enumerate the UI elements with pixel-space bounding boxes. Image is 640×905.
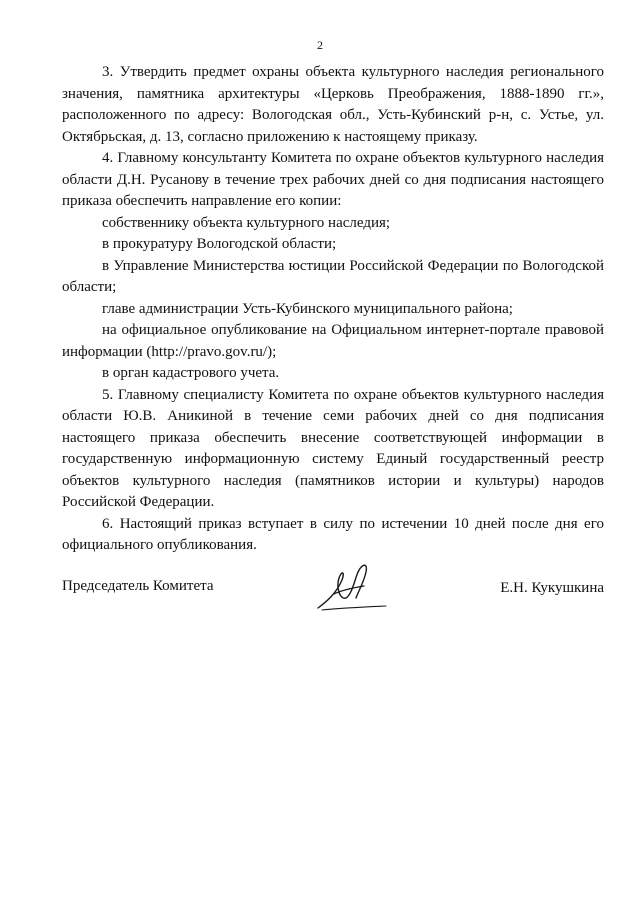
recipient-publication: на официальное опубликование на Официальном интернет-портале правовой информации (http://pravo.gov.ru/); xyxy=(62,322,604,360)
recipient-prosecutor: в прокуратуру Вологодской области; xyxy=(102,236,337,252)
signatory-name: Е.Н. Кукушкина xyxy=(500,580,604,596)
signature-block xyxy=(62,566,604,616)
paragraph-item-5: 5. Главному специалисту Комитета по охране объектов культурного наследия области Ю.В. Аникиной в течение семи рабочих дней со дня подписания настоящего приказа обеспечить внесение соответствующей информации в государственную информационную систему Единый государственный реестр объектов культурного наследия (памятников истории и культуры) народов Российской Федерации. xyxy=(62,386,604,510)
handwritten-signature xyxy=(312,558,392,616)
paragraph-item-4: 4. Главному консультанту Комитета по охране объектов культурного наследия области Д.Н. Русанову в течение трех рабочих дней со дня подписания настоящего приказа обеспечить направление его копии: xyxy=(62,150,604,209)
page-number: 2 xyxy=(317,38,323,52)
paragraph-item-6: 6. Настоящий приказ вступает в силу по истечении 10 дней после дня его официального опубликования. xyxy=(62,515,604,553)
recipient-justice-ministry: в Управление Министерства юстиции Российской Федерации по Вологодской области; xyxy=(62,257,604,295)
paragraph-item-3: 3. Утвердить предмет охраны объекта культурного наследия регионального значения, памятника архитектуры «Церковь Преображения, 1888-1890 гг.», расположенного по адресу: Вологодская обл., Усть-Кубинский р-н, с. Устье, ул. Октябрьская, д. 13, согласно приложению к настоящему приказу. xyxy=(62,64,604,145)
signatory-title: Председатель Комитета xyxy=(62,578,214,594)
document-body xyxy=(62,62,604,557)
recipient-district-head: главе администрации Усть-Кубинского муниципального района; xyxy=(102,300,513,317)
recipient-cadastre: в орган кадастрового учета. xyxy=(102,365,280,381)
recipient-owner: собственнику объекта культурного наследия; xyxy=(102,214,391,231)
